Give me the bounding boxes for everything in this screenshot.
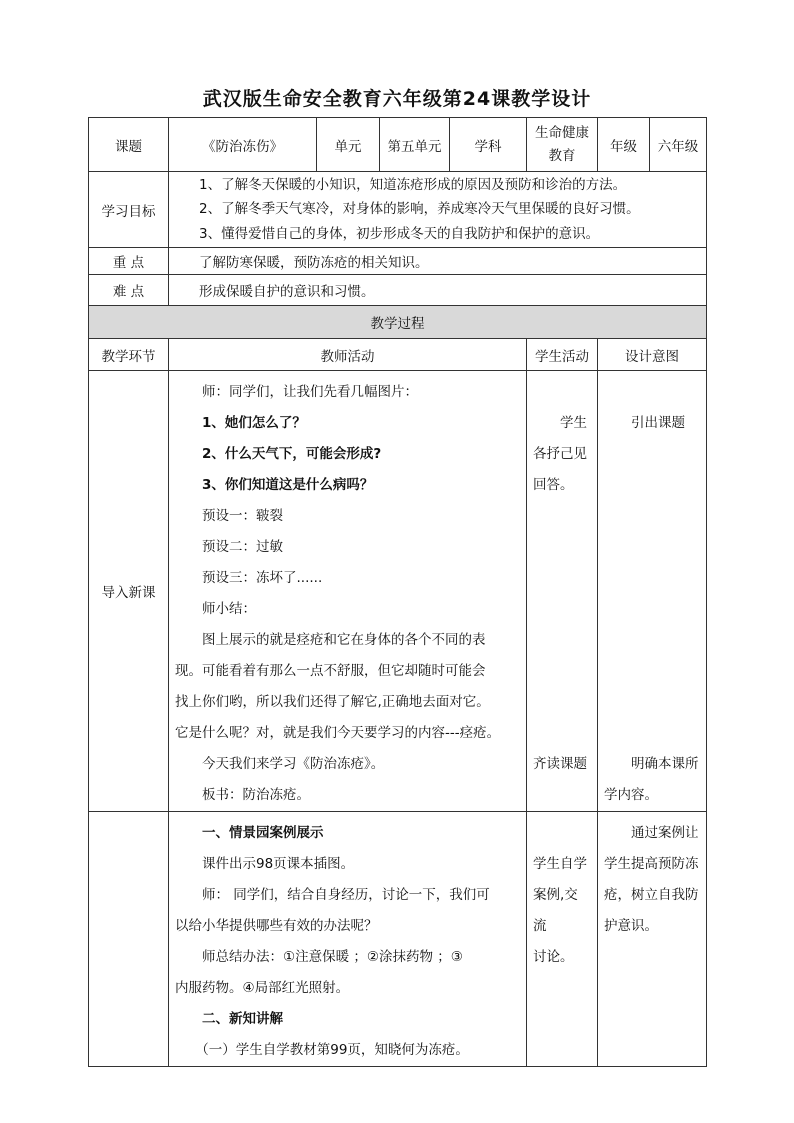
header-intent: 设计意图 (598, 339, 707, 371)
intent-line: 引出课题 (631, 415, 685, 431)
teacher-line: 以给小华提供哪些有效的办法呢？ (175, 918, 378, 934)
teacher-activity (169, 812, 527, 1067)
teacher-line: 一、情景园案例展示 (202, 825, 324, 841)
process-title: 教学过程 (89, 306, 707, 339)
goals-content (169, 172, 707, 248)
topic-label: 课题 (89, 118, 169, 172)
stage-row-intro (89, 371, 707, 812)
teacher-line: 师： 同学们，结合自身经历，讨论一下，我们可 (202, 887, 490, 903)
stage-row-cases (89, 812, 707, 1067)
goals-row (89, 172, 707, 248)
teacher-line: 板书：防治冻疮。 (202, 787, 310, 803)
teacher-line: 课件出示98页课本插图。 (202, 856, 355, 872)
page-title: 武汉版生命安全教育六年级第24课教学设计 (202, 88, 592, 110)
goals-label: 学习目标 (89, 172, 169, 248)
intent-line: 疮，树立自我防 (604, 887, 699, 903)
teacher-line: 2、什么天气下，可能会形成? (202, 446, 382, 462)
intent-line: 明确本课所 (631, 756, 699, 772)
grade-label: 年级 (598, 118, 650, 172)
process-section-row (89, 306, 707, 339)
student-activity (527, 371, 598, 812)
difficulty-row (89, 275, 707, 306)
student-line: 各抒己见 (533, 446, 587, 462)
header-teacher: 教师活动 (169, 339, 527, 371)
unit-label: 单元 (317, 118, 380, 172)
unit-value: 第五单元 (380, 118, 450, 172)
teacher-line: 1、她们怎么了？ (202, 415, 306, 431)
teacher-line: 预设三：冻坏了...... (202, 570, 323, 586)
intent-line: 护意识。 (604, 918, 658, 934)
teacher-line: （一）学生自学教材第99页，知晓何为冻疮。 (195, 1042, 469, 1058)
design-intent (598, 812, 707, 1067)
teacher-line: 今天我们来学习《防治冻疮》。 (202, 756, 385, 772)
teacher-line: 师小结： (202, 601, 256, 617)
teacher-line: 师总结办法：①注意保暖 ；②涂抹药物 ；③ (202, 949, 463, 965)
student-line: 回答。 (533, 477, 574, 493)
teacher-line: 图上展示的就是痉疮和它在身体的各个不同的表 (202, 632, 486, 648)
header-student: 学生活动 (527, 339, 598, 371)
teacher-line: 现。可能看着有那么一点不舒服，但它却随时可能会 (175, 663, 486, 679)
goal-item: 2、了解冬季天气寒冷，对身体的影响，养成寒冷天气里保暖的良好习惯。 (199, 201, 640, 218)
difficulty-value: 形成保暖自护的意识和习惯。 (169, 275, 707, 306)
design-intent (598, 371, 707, 812)
topic-value: 《防治冻伤》 (169, 118, 317, 172)
student-line: 齐读课题 (533, 756, 587, 772)
student-line: 案例,交流 (533, 887, 578, 934)
student-line: 学生 (560, 415, 587, 431)
process-header-row (89, 339, 707, 371)
intent-line: 学生提高预防冻 (604, 856, 699, 872)
teacher-line: 它是什么呢？对，就是我们今天要学习的内容---痉疮。 (175, 725, 501, 741)
teacher-line: 预设一：皲裂 (202, 508, 283, 524)
info-row (89, 118, 707, 172)
goal-item: 1、了解冬天保暖的小知识，知道冻疮形成的原因及预防和诊治的方法。 (199, 176, 627, 193)
stage-name-empty (89, 812, 169, 1067)
header-stage: 教学环节 (89, 339, 169, 371)
goal-item: 3、懂得爱惜自己的身体，初步形成冬天的自我防护和保护的意识。 (199, 225, 600, 242)
teacher-activity (169, 371, 527, 812)
teacher-line: 内服药物。④局部红光照射。 (175, 980, 350, 996)
subject-value: 生命健康教育 (527, 118, 598, 172)
grade-value: 六年级 (650, 118, 707, 172)
subject-label: 学科 (450, 118, 527, 172)
teacher-line: 3、你们知道这是什么病吗？ (202, 477, 374, 493)
difficulty-label: 难 点 (89, 275, 169, 306)
key-point-row (89, 248, 707, 275)
stage-name: 导入新课 (89, 371, 169, 812)
teacher-line: 找上你们哟，所以我们还得了解它,正确地去面对它。 (175, 694, 490, 710)
student-activity (527, 812, 598, 1067)
intent-line: 学内容。 (604, 787, 658, 803)
key-point-label: 重 点 (89, 248, 169, 275)
teacher-line: 师：同学们，让我们先看几幅图片： (202, 384, 418, 400)
intent-line: 通过案例让 (631, 825, 699, 841)
teacher-line: 预设二：过敏 (202, 539, 283, 555)
student-line: 讨论。 (533, 949, 574, 965)
lesson-plan-table (88, 117, 707, 1067)
student-line: 学生自学 (533, 856, 587, 872)
teacher-line: 二、新知讲解 (202, 1011, 283, 1027)
key-point-value: 了解防寒保暖，预防冻疮的相关知识。 (169, 248, 707, 275)
